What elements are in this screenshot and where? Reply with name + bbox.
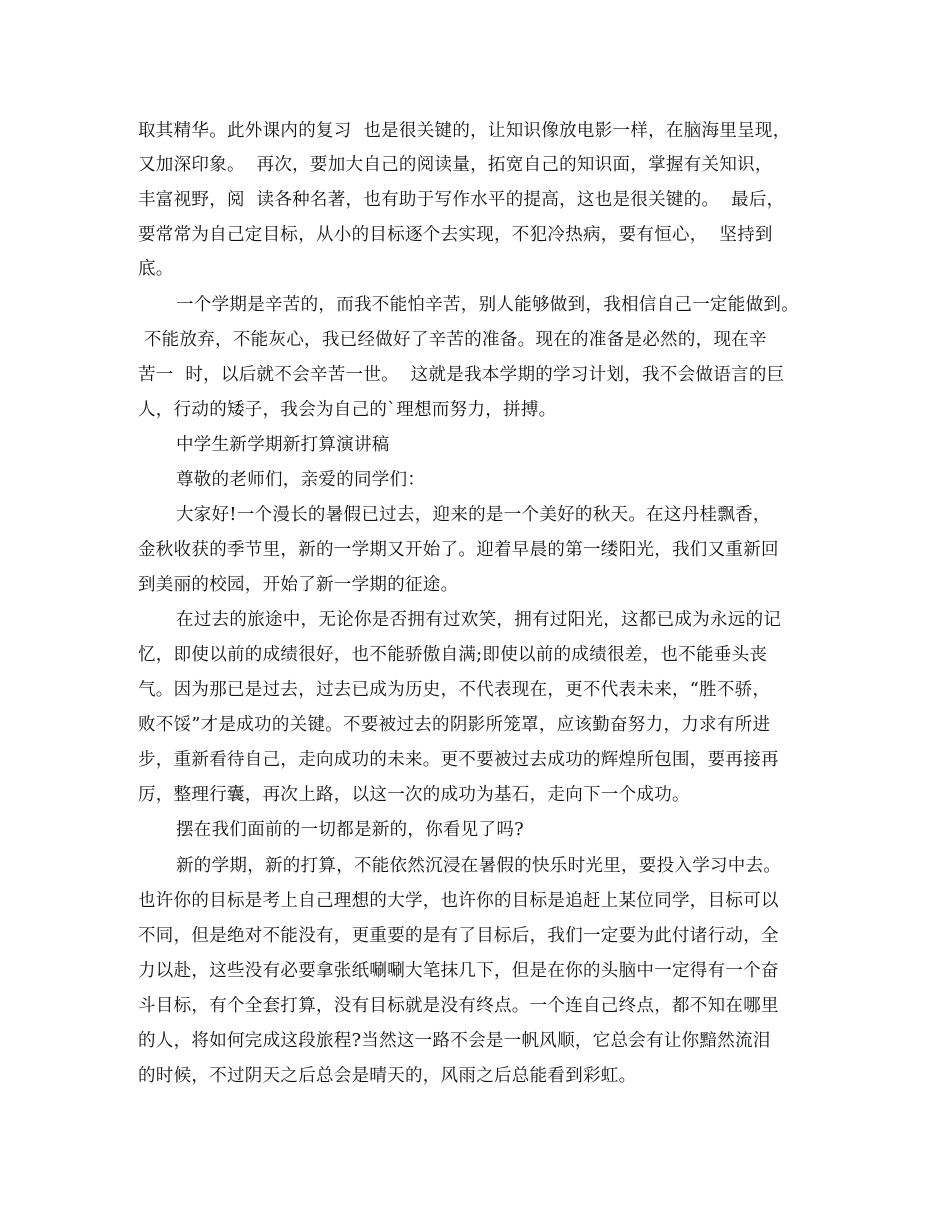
text-line: 气。因为那已是过去，过去已成为历史，不代表现在，更不代表未来，“胜不骄， xyxy=(138,680,771,700)
text-line: 丰富视野，阅 读各种名著，也有助于写作水平的提高，这也是很关键的。 最后， xyxy=(138,190,785,210)
text-line: 步，重新看待自己，走向成功的未来。更不要被过去成功的辉煌所包围，要再接再 xyxy=(138,750,779,770)
text-line: 也许你的目标是考上自己理想的大学，也许你的目标是追赶上某位同学，目标可以 xyxy=(138,891,779,911)
text-line: 不同，但是绝对不能没有，更重要的是有了目标后，我们一定要为此付诸行动，全 xyxy=(138,926,779,946)
text-line: 又加深印象。 再次，要加大自己的阅读量，拓宽自己的知识面，掌握有关知识， xyxy=(138,155,773,175)
text-line: 底。 xyxy=(138,259,174,279)
text-line: 摆在我们面前的一切都是新的，你看见了吗? xyxy=(176,820,524,840)
text-line: 取其精华。此外课内的复习 也是很关键的，让知识像放电影一样，在脑海里呈现， xyxy=(138,121,791,141)
text-line: 人，行动的矮子，我会为自己的`理想而努力，拼搏。 xyxy=(138,400,557,420)
section-title: 中学生新学期新打算演讲稿 xyxy=(176,435,390,455)
text-line: 败不馁”才是成功的关键。不要被过去的阴影所笼罩，应该勤奋努力，力求有所进 xyxy=(138,715,771,735)
text-line: 苦一 时，以后就不会辛苦一世。 这就是我本学期的学习计划，我不会做语言的巨 xyxy=(138,365,785,385)
text-line: 一个学期是辛苦的，而我不能怕辛苦，别人能够做到，我相信自己一定能做到。 xyxy=(176,295,799,315)
text-line: 要常常为自己定目标，从小的目标逐个去实现，不犯冷热病，要有恒心， 坚持到 xyxy=(138,225,773,245)
text-line: 力以赴，这些没有必要拿张纸唰唰大笔抹几下，但是在你的头脑中一定得有一个奋 xyxy=(138,961,779,981)
text-line: 厉，整理行囊，再次上路，以这一次的成功为基石，走向下一个成功。 xyxy=(138,785,690,805)
text-line: 的时候，不过阴天之后总会是晴天的，风雨之后总能看到彩虹。 xyxy=(138,1066,637,1086)
text-line: 斗目标，有个全套打算，没有目标就是没有终点。一个连自己终点，都不知在哪里 xyxy=(138,996,779,1016)
text-line: 新的学期，新的打算，不能依然沉浸在暑假的快乐时光里，要投入学习中去。 xyxy=(176,856,782,876)
text-line: 的人，将如何完成这段旅程?当然这一路不会是一帆风顺，它总会有让你黯然流泪 xyxy=(138,1031,771,1051)
salutation: 尊敬的老师们，亲爱的同学们： xyxy=(176,470,426,490)
text-line: 金秋收获的季节里，新的一学期又开始了。迎着早晨的第一缕阳光，我们又重新回 xyxy=(138,540,779,560)
text-line: 到美丽的校园，开始了新一学期的征途。 xyxy=(138,575,459,595)
text-line: 忆，即使以前的成绩很好，也不能骄傲自满;即使以前的成绩很差，也不能垂头丧 xyxy=(138,645,768,665)
text-line: 不能放弃，不能灰心，我已经做好了辛苦的准备。现在的准备是必然的，现在辛 xyxy=(138,330,767,350)
text-line: 大家好!一个漫长的暑假已过去，迎来的是一个美好的秋天。在这丹桂飘香， xyxy=(176,505,771,525)
text-line: 在过去的旅途中，无论你是否拥有过欢笑，拥有过阳光，这都已成为永远的记 xyxy=(176,610,782,630)
